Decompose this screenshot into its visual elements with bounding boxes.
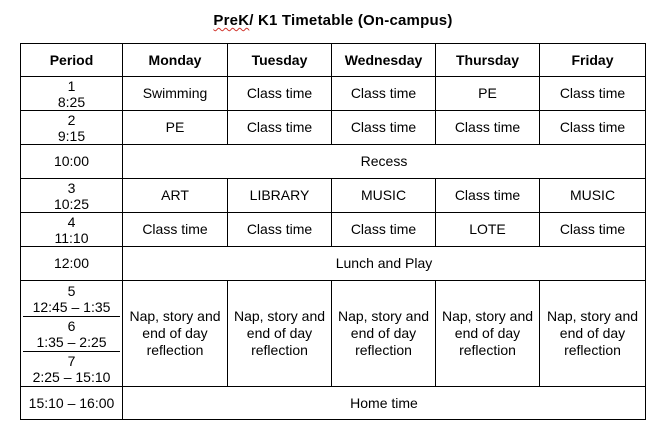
cell-monday: PE — [123, 111, 228, 145]
period-time: 8:25 — [57, 93, 86, 110]
cell-monday: Class time — [123, 213, 228, 247]
sub-period — [23, 282, 120, 316]
cell-wednesday: MUSIC — [332, 179, 436, 213]
cell-tuesday: Class time — [228, 77, 332, 111]
header-tuesday: Tuesday — [228, 44, 332, 77]
cell-monday: Swimming — [123, 77, 228, 111]
title-prefix: PreK — [213, 12, 250, 29]
table-row — [21, 213, 646, 247]
timetable — [20, 43, 646, 420]
period-time: 2:25 – 15:10 — [32, 368, 111, 385]
period-cell — [21, 77, 123, 111]
period-time: 10:25 — [53, 195, 90, 212]
cell-friday: Nap, story and end of day reflection — [540, 281, 646, 387]
header-monday: Monday — [123, 44, 228, 77]
table-row — [21, 179, 646, 213]
period-number: 6 — [67, 317, 76, 334]
table-row — [21, 247, 646, 281]
period-time: 1:35 – 2:25 — [36, 333, 107, 350]
cell-tuesday: LIBRARY — [228, 179, 332, 213]
cell-monday: ART — [123, 179, 228, 213]
cell-thursday: LOTE — [436, 213, 540, 247]
table-row — [21, 77, 646, 111]
period-time: 9:15 — [57, 127, 86, 144]
header-thursday: Thursday — [436, 44, 540, 77]
cell-friday: MUSIC — [540, 179, 646, 213]
period-cell — [21, 179, 123, 213]
period-number: 7 — [67, 352, 76, 369]
recess-cell: Recess — [123, 145, 646, 179]
period-time: 12:45 – 1:35 — [32, 298, 111, 315]
cell-thursday: Class time — [436, 111, 540, 145]
cell-tuesday: Class time — [228, 213, 332, 247]
cell-wednesday: Class time — [332, 111, 436, 145]
cell-friday: Class time — [540, 77, 646, 111]
period-time: 12:00 — [21, 247, 123, 281]
period-cell — [21, 213, 123, 247]
period-time: 11:10 — [54, 229, 89, 246]
home-time-cell: Home time — [123, 387, 646, 420]
period-number: 1 — [67, 77, 76, 94]
table-row — [21, 281, 646, 387]
cell-friday: Class time — [540, 213, 646, 247]
period-number: 3 — [67, 179, 76, 196]
cell-thursday: PE — [436, 77, 540, 111]
cell-wednesday: Nap, story and end of day reflection — [332, 281, 436, 387]
cell-wednesday: Class time — [332, 213, 436, 247]
period-cell — [21, 111, 123, 145]
period-time: 15:10 – 16:00 — [21, 387, 123, 420]
header-row — [21, 44, 646, 77]
header-period: Period — [21, 44, 123, 77]
table-row — [21, 387, 646, 420]
cell-wednesday: Class time — [332, 77, 436, 111]
cell-monday: Nap, story and end of day reflection — [123, 281, 228, 387]
period-cell — [21, 281, 123, 387]
cell-friday: Class time — [540, 111, 646, 145]
cell-tuesday: Nap, story and end of day reflection — [228, 281, 332, 387]
sub-period — [23, 316, 120, 351]
cell-thursday: Nap, story and end of day reflection — [436, 281, 540, 387]
table-row — [21, 111, 646, 145]
header-friday: Friday — [540, 44, 646, 77]
header-wednesday: Wednesday — [332, 44, 436, 77]
title-rest: / K1 Timetable (On-campus) — [249, 12, 453, 29]
table-row — [21, 145, 646, 179]
cell-thursday: Class time — [436, 179, 540, 213]
period-number: 4 — [67, 213, 76, 230]
page-title — [0, 12, 666, 29]
sub-period — [23, 351, 120, 386]
lunch-cell: Lunch and Play — [123, 247, 646, 281]
period-number: 5 — [67, 282, 76, 299]
period-number: 2 — [67, 111, 76, 128]
cell-tuesday: Class time — [228, 111, 332, 145]
period-time: 10:00 — [21, 145, 123, 179]
sub-periods — [23, 282, 120, 386]
